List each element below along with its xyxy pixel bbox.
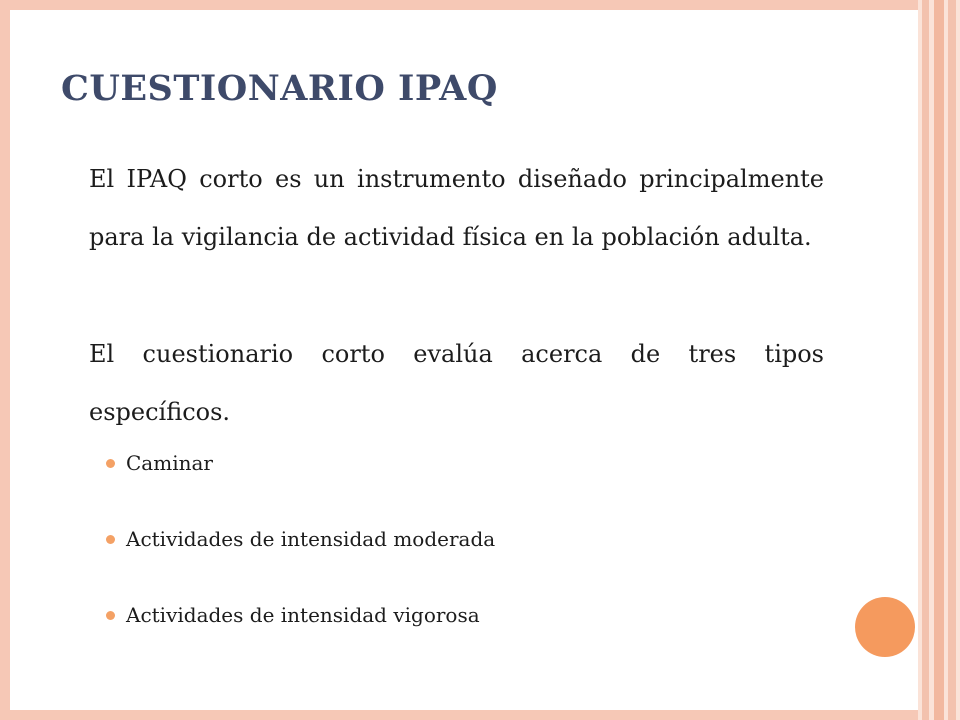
- list-item-label: Actividades de intensidad moderada: [126, 527, 496, 551]
- bullet-dot-icon: [106, 459, 115, 468]
- list-item: [106, 602, 495, 628]
- slide-border-bottom: [0, 710, 918, 720]
- list-item-label: Caminar: [126, 451, 213, 475]
- paragraph-ipaq-description: El IPAQ corto es un instrumento diseñado principalmente para la vigilancia de actividad física en la población adulta.: [89, 165, 824, 251]
- paragraph-questionnaire-types: El cuestionario corto evalúa acerca de tres tipos específicos.: [89, 340, 824, 426]
- list-item: [106, 526, 495, 552]
- activity-types-list: [106, 450, 495, 678]
- list-item-label: Actividades de intensidad vigorosa: [126, 603, 480, 627]
- bullet-dot-icon: [106, 611, 115, 620]
- slide-title: CUESTIONARIO IPAQ: [61, 68, 498, 109]
- slide-border-top: [0, 0, 918, 10]
- list-item: [106, 450, 495, 476]
- decorative-circle-icon: [855, 597, 915, 657]
- slide-border-left: [0, 0, 10, 720]
- bullet-dot-icon: [106, 535, 115, 544]
- decorative-side-stripes: [918, 0, 960, 720]
